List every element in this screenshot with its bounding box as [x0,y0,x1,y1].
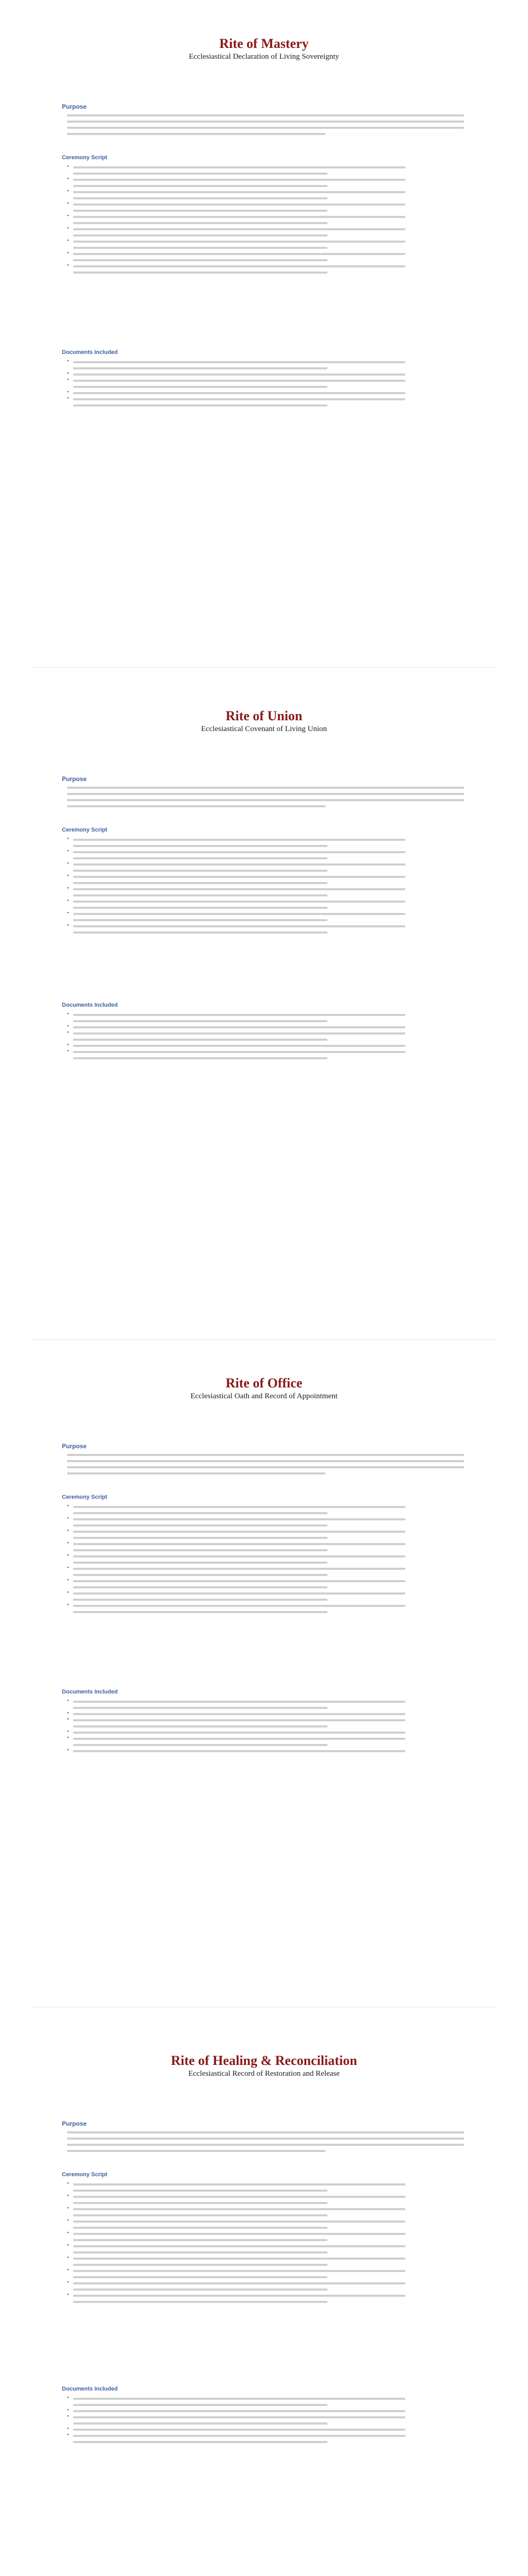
text-line [73,857,327,859]
text-line [73,2227,327,2229]
text-line [67,127,464,129]
text-line [73,2245,405,2247]
list-item [67,1518,464,1527]
documents-included-heading: Documents Included [62,2386,118,2392]
rite-title: Rite of Union [225,708,303,723]
ceremony-script-list [67,163,464,278]
text-line [73,197,327,199]
list-item [67,2410,464,2412]
text-line [73,392,405,394]
text-line [73,1580,405,1582]
text-line [73,241,405,243]
text-line [67,787,464,789]
documents-included-heading: Documents Included [62,1689,118,1695]
list-item [67,241,464,249]
text-line [73,1555,405,1557]
list-item [67,204,464,212]
purpose-paragraph [67,2128,464,2156]
list-item [67,839,464,847]
text-line [73,2270,405,2272]
text-line [73,2410,405,2412]
text-line [73,374,405,376]
text-line [73,851,405,853]
text-line [73,2282,405,2284]
text-line [73,1512,327,1514]
purpose-heading: Purpose [62,103,87,110]
text-line [73,1014,405,1016]
text-line [73,173,327,175]
text-line [73,1045,405,1047]
list-item [67,925,464,934]
text-line [73,894,327,896]
text-line [73,234,327,236]
text-line [67,2138,464,2140]
text-line [73,2422,327,2425]
list-item [67,253,464,261]
text-line [73,2239,327,2241]
text-line [73,2301,327,2303]
section-divider [31,667,497,668]
list-item [67,2221,464,2229]
text-line [67,121,464,123]
rite-subtitle: Ecclesiastical Covenant of Living Union [201,725,327,733]
text-line [73,380,405,382]
ceremony-script-list [67,2180,464,2307]
text-line [73,386,327,388]
text-line [73,1605,405,1607]
list-item [67,1732,464,1734]
list-item [67,2245,464,2253]
text-line [73,1701,405,1703]
text-line [73,2441,327,2443]
list-item [67,265,464,274]
text-line [73,228,405,230]
list-item [67,888,464,896]
documents-list [67,1010,464,1063]
text-line [73,2251,327,2253]
text-line [73,204,405,206]
text-line [73,2196,405,2198]
text-line [73,1707,327,1709]
documents-included-heading: Documents Included [62,349,118,355]
text-line [73,253,405,255]
text-line [67,2150,325,2152]
text-line [73,1562,327,1564]
list-item [67,392,464,394]
list-item [67,1032,464,1041]
text-line [73,845,327,847]
rite-subtitle: Ecclesiastical Record of Restoration and Release [188,2070,340,2078]
text-line [73,839,405,841]
list-item [67,1026,464,1028]
list-item [67,1045,464,1047]
text-line [67,1454,464,1456]
text-line [73,1531,405,1533]
text-line [73,2202,327,2204]
rite-title: Rite of Office [225,1376,303,1391]
text-line [73,1713,405,1715]
list-item [67,361,464,369]
list-item [67,1750,464,1752]
text-line [73,870,327,872]
text-line [73,1568,405,1570]
list-item [67,901,464,909]
list-item [67,1568,464,1576]
list-item [67,1531,464,1539]
text-line [73,925,405,927]
list-item [67,876,464,884]
list-item [67,1713,464,1715]
text-line [67,114,464,116]
text-line [73,1738,405,1740]
text-line [67,799,464,801]
rite-subtitle: Ecclesiastical Oath and Record of Appointment [190,1392,338,1400]
list-item [67,191,464,199]
text-line [67,1472,325,1475]
text-line [73,216,405,218]
text-line [73,1039,327,1041]
text-line [73,2295,405,2297]
text-line [73,2190,327,2192]
text-line [73,1611,327,1613]
text-line [73,191,405,193]
list-item [67,1543,464,1551]
text-line [73,259,327,261]
text-line [73,1543,405,1545]
documents-list [67,2394,464,2447]
text-line [73,2429,405,2431]
rite-subtitle: Ecclesiastical Declaration of Living Sovereignty [189,53,339,61]
text-line [73,1599,327,1601]
documents-list [67,358,464,411]
list-item [67,2183,464,2192]
text-line [73,2214,327,2216]
text-line [67,805,325,807]
list-item [67,1555,464,1564]
text-line [67,2131,464,2133]
list-item [67,228,464,236]
text-line [73,361,405,363]
text-line [73,272,327,274]
text-line [73,901,405,903]
text-line [73,185,327,187]
text-line [73,1506,405,1508]
text-line [73,2264,327,2266]
ceremony-script-heading: Ceremony Script [62,2172,108,2178]
text-line [73,210,327,212]
list-item [67,2295,464,2303]
text-line [73,2276,327,2278]
text-line [67,793,464,795]
list-item [67,1701,464,1709]
list-item [67,913,464,921]
rite-title: Rite of Healing & Reconciliation [171,2053,357,2068]
list-item [67,1605,464,1613]
text-line [73,1592,405,1595]
text-line [73,2404,327,2406]
list-item [67,851,464,859]
list-item [67,863,464,872]
list-item [67,166,464,175]
list-item [67,2282,464,2291]
text-line [73,1518,405,1520]
text-line [73,166,405,168]
text-line [73,2183,405,2185]
purpose-paragraph [67,111,464,139]
rite-section [0,0,528,665]
purpose-heading: Purpose [62,2120,87,2127]
ceremony-script-heading: Ceremony Script [62,1494,108,1500]
list-item [67,2233,464,2241]
rite-section [0,672,528,1337]
text-line [73,2208,405,2210]
text-line [73,2435,405,2437]
text-line [73,913,405,915]
text-line [73,1537,327,1539]
list-item [67,1580,464,1588]
text-line [73,222,327,224]
list-item [67,216,464,224]
text-line [73,367,327,369]
text-line [73,1574,327,1576]
text-line [67,1466,464,1468]
rite-section [0,2017,528,2576]
ceremony-script-list [67,1502,464,1617]
text-line [73,2258,405,2260]
text-line [73,882,327,884]
text-line [67,2144,464,2146]
text-line [73,1057,327,1059]
list-item [67,2208,464,2216]
ceremony-script-heading: Ceremony Script [62,827,108,833]
text-line [73,265,405,267]
text-line [73,1020,327,1022]
text-line [73,1725,327,1727]
ceremony-script-heading: Ceremony Script [62,155,108,161]
list-item [67,1506,464,1514]
list-item [67,1592,464,1601]
text-line [73,1586,327,1588]
documents-included-heading: Documents Included [62,1002,118,1008]
text-line [73,931,327,934]
text-line [73,398,405,400]
text-line [73,1750,405,1752]
list-item [67,2398,464,2406]
list-item [67,2435,464,2443]
list-item [67,398,464,406]
text-line [73,1524,327,1527]
text-line [73,1051,405,1053]
text-line [73,179,405,181]
text-line [73,2398,405,2400]
list-item [67,380,464,388]
text-line [73,1744,327,1746]
text-line [73,2416,405,2418]
purpose-heading: Purpose [62,1443,87,1450]
list-item [67,1014,464,1022]
text-line [73,907,327,909]
list-item [67,2196,464,2204]
text-line [73,1032,405,1035]
ceremony-script-list [67,835,464,938]
text-line [73,1549,327,1551]
purpose-paragraph [67,1450,464,1479]
list-item [67,1719,464,1727]
text-line [67,1460,464,1462]
list-item [67,1051,464,1059]
text-line [73,1719,405,1721]
list-item [67,179,464,187]
text-line [67,133,325,135]
text-line [73,863,405,866]
text-line [73,919,327,921]
list-item [67,2258,464,2266]
text-line [73,2221,405,2223]
purpose-heading: Purpose [62,775,87,783]
text-line [73,247,327,249]
rite-section [0,1340,528,2004]
text-line [73,888,405,890]
list-item [67,374,464,376]
text-line [73,2233,405,2235]
list-item [67,2270,464,2278]
list-item [67,2429,464,2431]
text-line [73,1732,405,1734]
text-line [73,2289,327,2291]
text-line [73,876,405,878]
list-item [67,1738,464,1746]
documents-list [67,1697,464,1756]
purpose-paragraph [67,783,464,811]
text-line [73,404,327,406]
rite-title: Rite of Mastery [219,36,309,51]
text-line [73,1026,405,1028]
list-item [67,2416,464,2425]
